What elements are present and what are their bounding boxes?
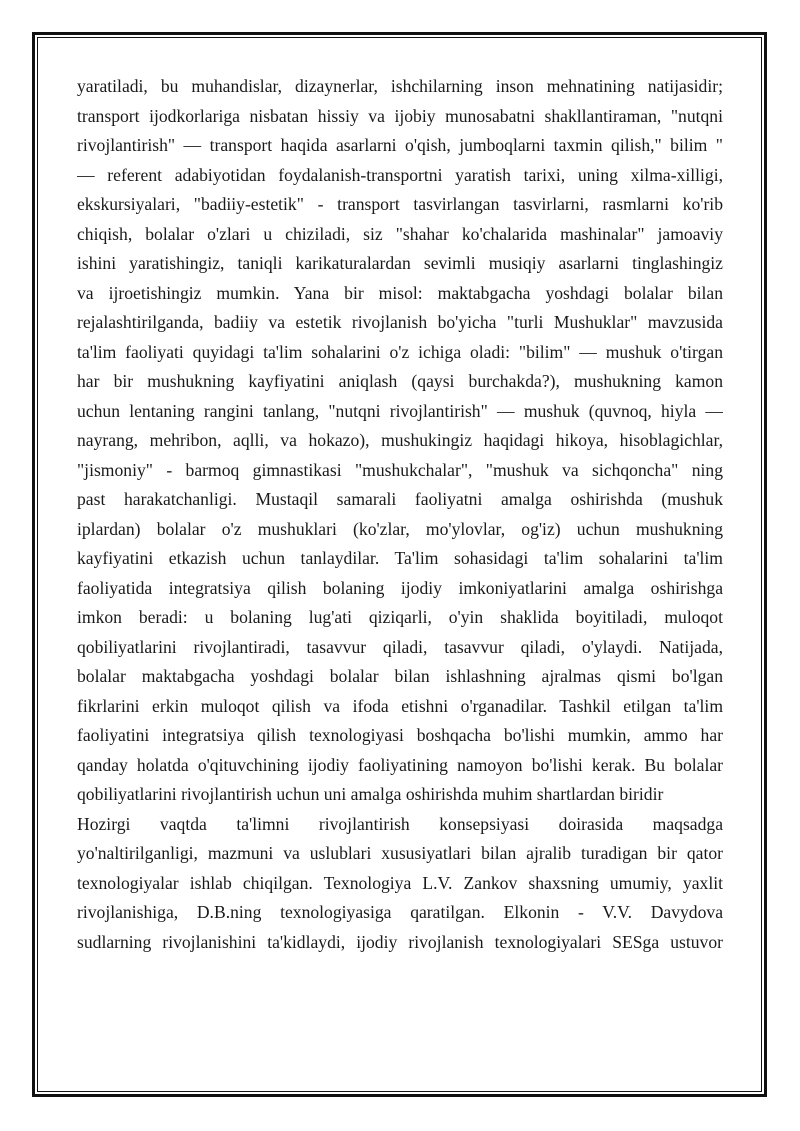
text-line: — referent adabiyotidan foydalanish-transportni yaratish tarixi, uning xilma-xilligi, — [77, 164, 723, 185]
paragraph-1 — [77, 72, 723, 810]
text-line: har bir mushukning kayfiyatini aniqlash (qaysi burchakda?), mushukning kamon — [77, 371, 723, 391]
text-line: rivojlanishiga, D.B.ning texnologiyasiga qaratilgan. Elkonin - V.V. Davydova — [77, 902, 723, 922]
text-line: va ijroetishingiz mumkin. Yana bir misol: maktabgacha yoshdagi bolalar bilan — [77, 282, 723, 303]
document-body — [77, 72, 723, 957]
text-line: texnologiyalar ishlab chiqilgan. Texnologiya L.V. Zankov shaxsning umumiy, yaxlit — [77, 872, 723, 893]
text-line: nayrang, mehribon, aqlli, va hokazo), mushukingiz haqidagi hikoya, hisoblagichlar, — [77, 430, 723, 450]
text-line: qobiliyatlarini rivojlantiradi, tasavvur qiladi, tasavvur qiladi, o'ylaydi. Natijada, — [77, 636, 723, 657]
text-line: rejalashtirilganda, badiiy va estetik rivojlanish bo'yicha "turli Mushuklar" mavzusida — [77, 312, 723, 332]
text-line: kayfiyatini etkazish uchun tanlaydilar. Ta'lim sohasidagi ta'lim sohalarini ta'lim — [77, 548, 723, 568]
text-line: ishini yaratishingiz, taniqli karikaturalardan sevimli musiqiy asarlarni tinglashingiz — [77, 253, 723, 273]
text-line: sudlarning rivojlanishini ta'kidlaydi, ijodiy rivojlanish texnologiyalari SESga ustuvor — [77, 931, 723, 952]
text-line: iplardan) bolalar o'z mushuklari (ko'zlar, mo'ylovlar, og'iz) uchun mushukning — [77, 518, 723, 539]
paragraph-2 — [77, 810, 723, 958]
text-line: Hozirgi vaqtda ta'limni rivojlantirish konsepsiyasi doirasida maqsadga — [77, 813, 723, 834]
text-line: transport ijodkorlariga nisbatan hissiy va ijobiy munosabatni shakllantiraman, "nutqni — [77, 105, 723, 126]
text-line: qobiliyatlarini rivojlantirish uchun uni amalga oshirishda muhim shartlardan biridir — [77, 784, 664, 804]
text-line: ta'lim faoliyati quyidagi ta'lim sohalarini o'z ichiga oladi: "bilim" — mushuk o'tirgan — [77, 341, 723, 362]
text-line: bolalar maktabgacha yoshdagi bolalar bilan ishlashning ajralmas qismi bo'lgan — [77, 666, 723, 686]
text-line: "jismoniy" - barmoq gimnastikasi "mushukchalar", "mushuk va sichqoncha" ning — [77, 459, 723, 480]
text-line: imkon beradi: u bolaning lug'ati qiziqarli, o'yin shaklida boyitiladi, muloqot — [77, 607, 723, 627]
text-line: yaratiladi, bu muhandislar, dizaynerlar, ishchilarning inson mehnatining natijasidir; — [77, 76, 723, 96]
text-line: yo'naltirilganligi, mazmuni va uslublari xususiyatlari bilan ajralib turadigan bir qator — [77, 843, 723, 863]
text-line: qanday holatda o'qituvchining ijodiy faoliyatining namoyon bo'lishi kerak. Bu bolalar — [77, 754, 723, 775]
text-line: rivojlantirish" — transport haqida asarlarni o'qish, jumboqlarni taxmin qilish," bilim " — [77, 135, 723, 155]
text-line: uchun lentaning rangini tanlang, "nutqni rivojlantirish" — mushuk (quvnoq, hiyla — — [77, 400, 723, 421]
text-line: faoliyatida integratsiya qilish bolaning ijodiy imkoniyatlarini amalga oshirishga — [77, 577, 723, 598]
text-line: faoliyatini integratsiya qilish texnologiyasi boshqacha bo'lishi mumkin, ammo har — [77, 725, 723, 745]
text-line: past harakatchanligi. Mustaqil samarali faoliyatni amalga oshirishda (mushuk — [77, 489, 723, 509]
text-line: chiqish, bolalar o'zlari u chiziladi, siz "shahar ko'chalarida mashinalar" jamoaviy — [77, 223, 723, 244]
text-line: fikrlarini erkin muloqot qilish va ifoda etishni o'rganadilar. Tashkil etilgan ta'lim — [77, 695, 723, 716]
text-line: ekskursiyalari, "badiiy-estetik" - transport tasvirlangan tasvirlarni, rasmlarni ko'rib — [77, 194, 723, 214]
